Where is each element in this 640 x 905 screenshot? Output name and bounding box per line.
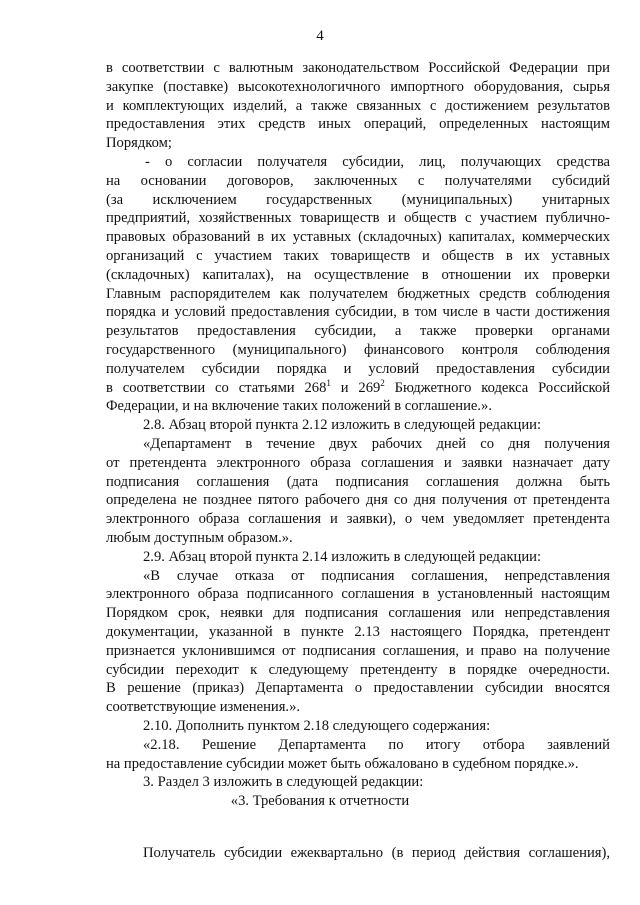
text-line: Федерации, и на включение таких положений в соглашение.». [106, 398, 492, 415]
text-line: 3. Раздел 3 изложить в следующей редакции: [143, 774, 424, 791]
text-fragment: и 269 [330, 379, 381, 396]
text-line: на предоставление субсидии может быть обжаловано в судебном порядке.». [106, 755, 579, 772]
text-line: в соответствии с валютным законодательством Российской Федерации при [106, 60, 610, 76]
text-line: «Департамент в течение двух рабочих дней со дня получения [143, 436, 610, 452]
text-line: - о согласии получателя субсидии, лиц, получающих средства [145, 154, 610, 170]
text-line: на основании договоров, заключенных с получателями субсидий [106, 172, 610, 189]
page-number: 4 [316, 28, 324, 44]
text-line: правовых образований в их уставных (складочных) капиталах, коммерческих [106, 229, 610, 246]
text-line: Порядком; [106, 135, 172, 152]
text-line: признается уклонившимся от подписания соглашения, и право на получение [106, 642, 610, 659]
text-line: (складочных) капиталах), на осуществление в отношении их проверки [106, 266, 610, 283]
text-line: подписания соглашения (дата подписания соглашения должна быть [106, 473, 610, 490]
text-line: 2.8. Абзац второй пункта 2.12 изложить в следующей редакции: [143, 417, 542, 434]
text-line: 2.9. Абзац второй пункта 2.14 изложить в следующей редакции: [143, 548, 542, 565]
text-line: «3. Требования к отчетности [230, 793, 410, 810]
text-line: Главным распорядителем как получателем бюджетных средств соблюдения [106, 285, 610, 302]
text-line: и комплектующих изделий, а также связанных с достижением результатов [106, 97, 610, 114]
text-line: субсидии переходит к следующему претенденту в порядке очередности. [106, 661, 610, 678]
text-line: от претендента электронного образа соглашения и заявки назначает дату [106, 454, 610, 471]
footnote-superscript: 1 [326, 378, 331, 388]
text-line: предприятий, хозяйственных товариществ и обществ с участием публично- [106, 210, 610, 227]
text-line: определена не позднее пятого рабочего дня со дня получения от претендента [106, 492, 610, 509]
text-line: 2.10. Дополнить пунктом 2.18 следующего содержания: [143, 718, 491, 734]
text-line: государственного (муниципального) финансового контроля соблюдения [106, 342, 610, 358]
text-line: электронного образа подписанного соглашения в установленный настоящим [106, 586, 610, 603]
text-line: Порядком срок, неявки для подписания соглашения или непредставления [106, 605, 610, 622]
text-line: любым доступным образом.». [106, 530, 293, 546]
text-line: (за исключением государственных (муниципальных) унитарных [106, 191, 610, 208]
text-line: результатов предоставления субсидии, а также проверки органами [106, 323, 610, 340]
text-line: соответствующие изменения.». [106, 699, 301, 716]
text-line: закупке (поставке) высокотехнологичного импортного оборудования, сырья [106, 78, 610, 95]
text-line: электронного образа соглашения и заявки), о чем уведомляет претендента [106, 511, 610, 528]
footnote-superscript: 2 [380, 378, 385, 388]
text-line [106, 379, 610, 397]
text-line: порядка и условий предоставления субсидии, в том числе в части достижения [106, 304, 610, 321]
text-fragment: Бюджетного кодекса Российской [384, 379, 610, 396]
text-line: «В случае отказа от подписания соглашения, непредставления [143, 567, 610, 584]
text-line: документации, указанной в пункте 2.13 настоящего Порядка, претендент [106, 624, 610, 640]
text-line: «2.18. Решение Департамента по итогу отбора заявлений [143, 736, 610, 753]
text-line: получателем субсидии порядка и условий предоставления субсидии [106, 360, 610, 377]
text-fragment: в соответствии со статьями 268 [106, 379, 327, 396]
text-line: предоставления этих средств иных операций, определенных настоящим [106, 116, 610, 133]
text-line: В решение (приказ) Департамента о предоставлении субсидии вносятся [106, 680, 610, 697]
text-line: организаций с участием таких товариществ и обществ в их уставных [106, 248, 610, 264]
text-line: Получатель субсидии ежеквартально (в период действия соглашения), [143, 844, 610, 861]
